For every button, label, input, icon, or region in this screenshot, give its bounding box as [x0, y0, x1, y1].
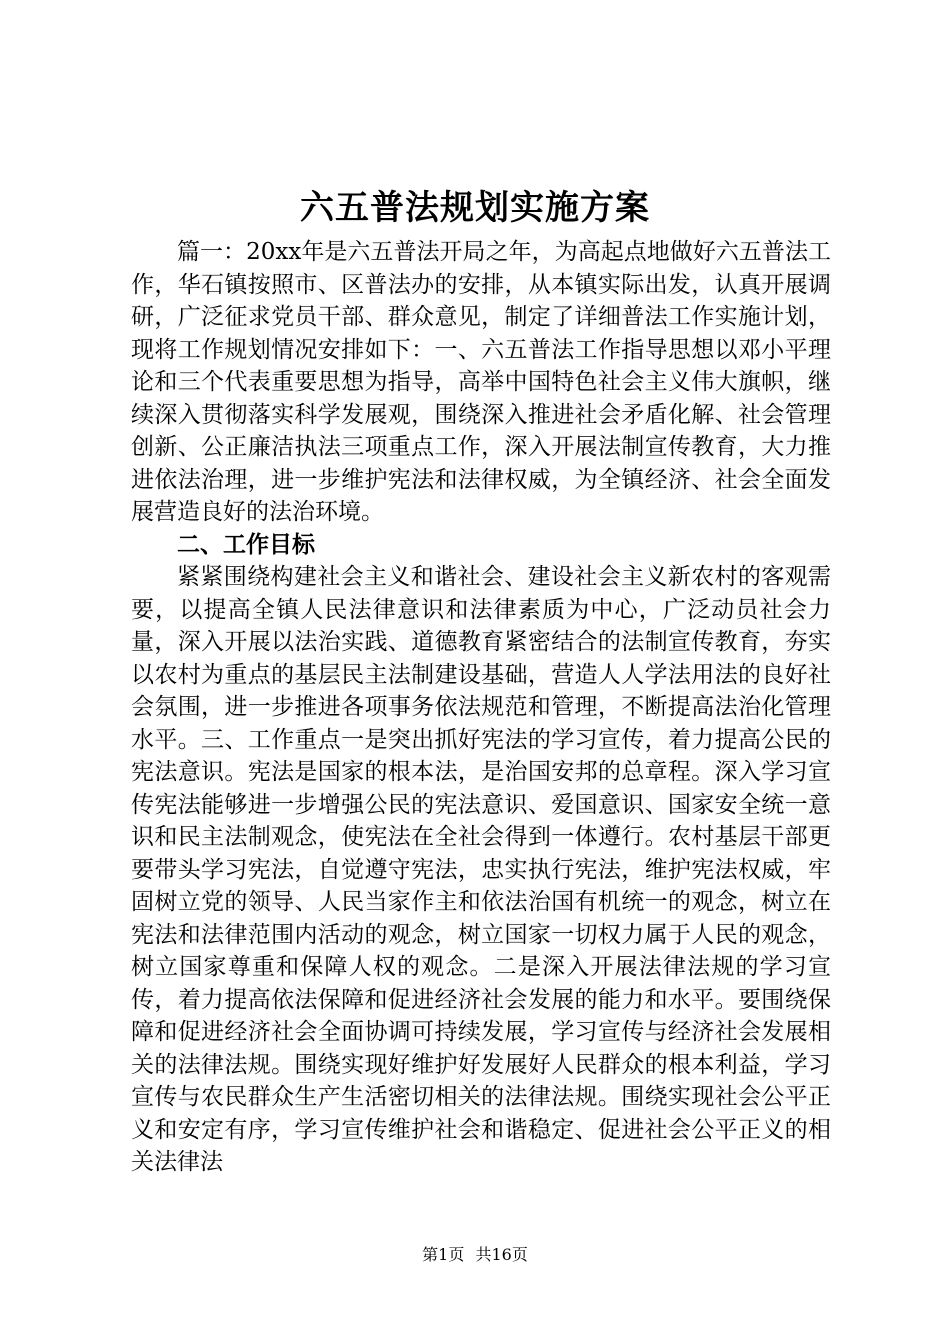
- section-heading-work-goals: 二、工作目标: [177, 530, 315, 558]
- paragraph-1: 篇一：20xx年是六五普法开局之年，为高起点地做好六五普法工作，华石镇按照市、区普法办的安排，从本镇实际出发，认真开展调研，广泛征求党员干部、群众意见，制定了详细普法工作实施计划，现将工作规划情况安排如下：一、六五普法工作指导思想以邓小平理论和三个代表重要思想为指导，高举中国特色社会主义伟大旗帜，继续深入贯彻落实科学发展观，围绕深入推进社会矛盾化解、社会管理创新、公正廉洁执法三项重点工作，深入开展法制宣传教育，大力推进依法治理，进一步维护宪法和法律权威，为全镇经济、社会全面发展营造良好的法治环境。: [131, 239, 831, 525]
- paragraph-2: 紧紧围绕构建社会主义和谐社会、建设社会主义新农村的客观需要，以提高全镇人民法律意识和法律素质为中心，广泛动员社会力量，深入开展以法治实践、道德教育紧密结合的法制宣传教育，夯实以农村为重点的基层民主法制建设基础，营造人人学法用法的良好社会氛围，进一步推进各项事务依法规范和管理，不断提高法治化管理水平。三、工作重点一是突出抓好宪法的学习宣传，着力提高公民的宪法意识。宪法是国家的根本法，是治国安邦的总章程。深入学习宣传宪法能够进一步增强公民的宪法意识、爱国意识、国家安全统一意识和民主法制观念，使宪法在全社会得到一体遵行。农村基层干部更要带头学习宪法，自觉遵守宪法，忠实执行宪法，维护宪法权威，牢固树立党的领导、人民当家作主和依法治国有机统一的观念，树立在宪法和法律范围内活动的观念，树立国家一切权力属于人民的观念，树立国家尊重和保障人权的观念。二是深入开展法律法规的学习宣传，着力提高依法保障和促进经济社会发展的能力和水平。要围绕保障和促进经济社会全面协调可持续发展，学习宣传与经济社会发展相关的法律法规。围绕实现好维护好发展好人民群众的根本利益，学习宣传与农民群众生产生活密切相关的法律法规。围绕实现社会公平正义和安定有序，学习宣传维护社会和谐稳定、促进社会公平正义的相关法律法: [131, 564, 831, 1175]
- page-total: 共16页: [475, 1245, 528, 1264]
- page-number: 第1页: [422, 1245, 465, 1264]
- document-body: [131, 236, 831, 1179]
- document-title: 六五普法规划实施方案: [300, 188, 650, 228]
- page-footer: [0, 1244, 950, 1266]
